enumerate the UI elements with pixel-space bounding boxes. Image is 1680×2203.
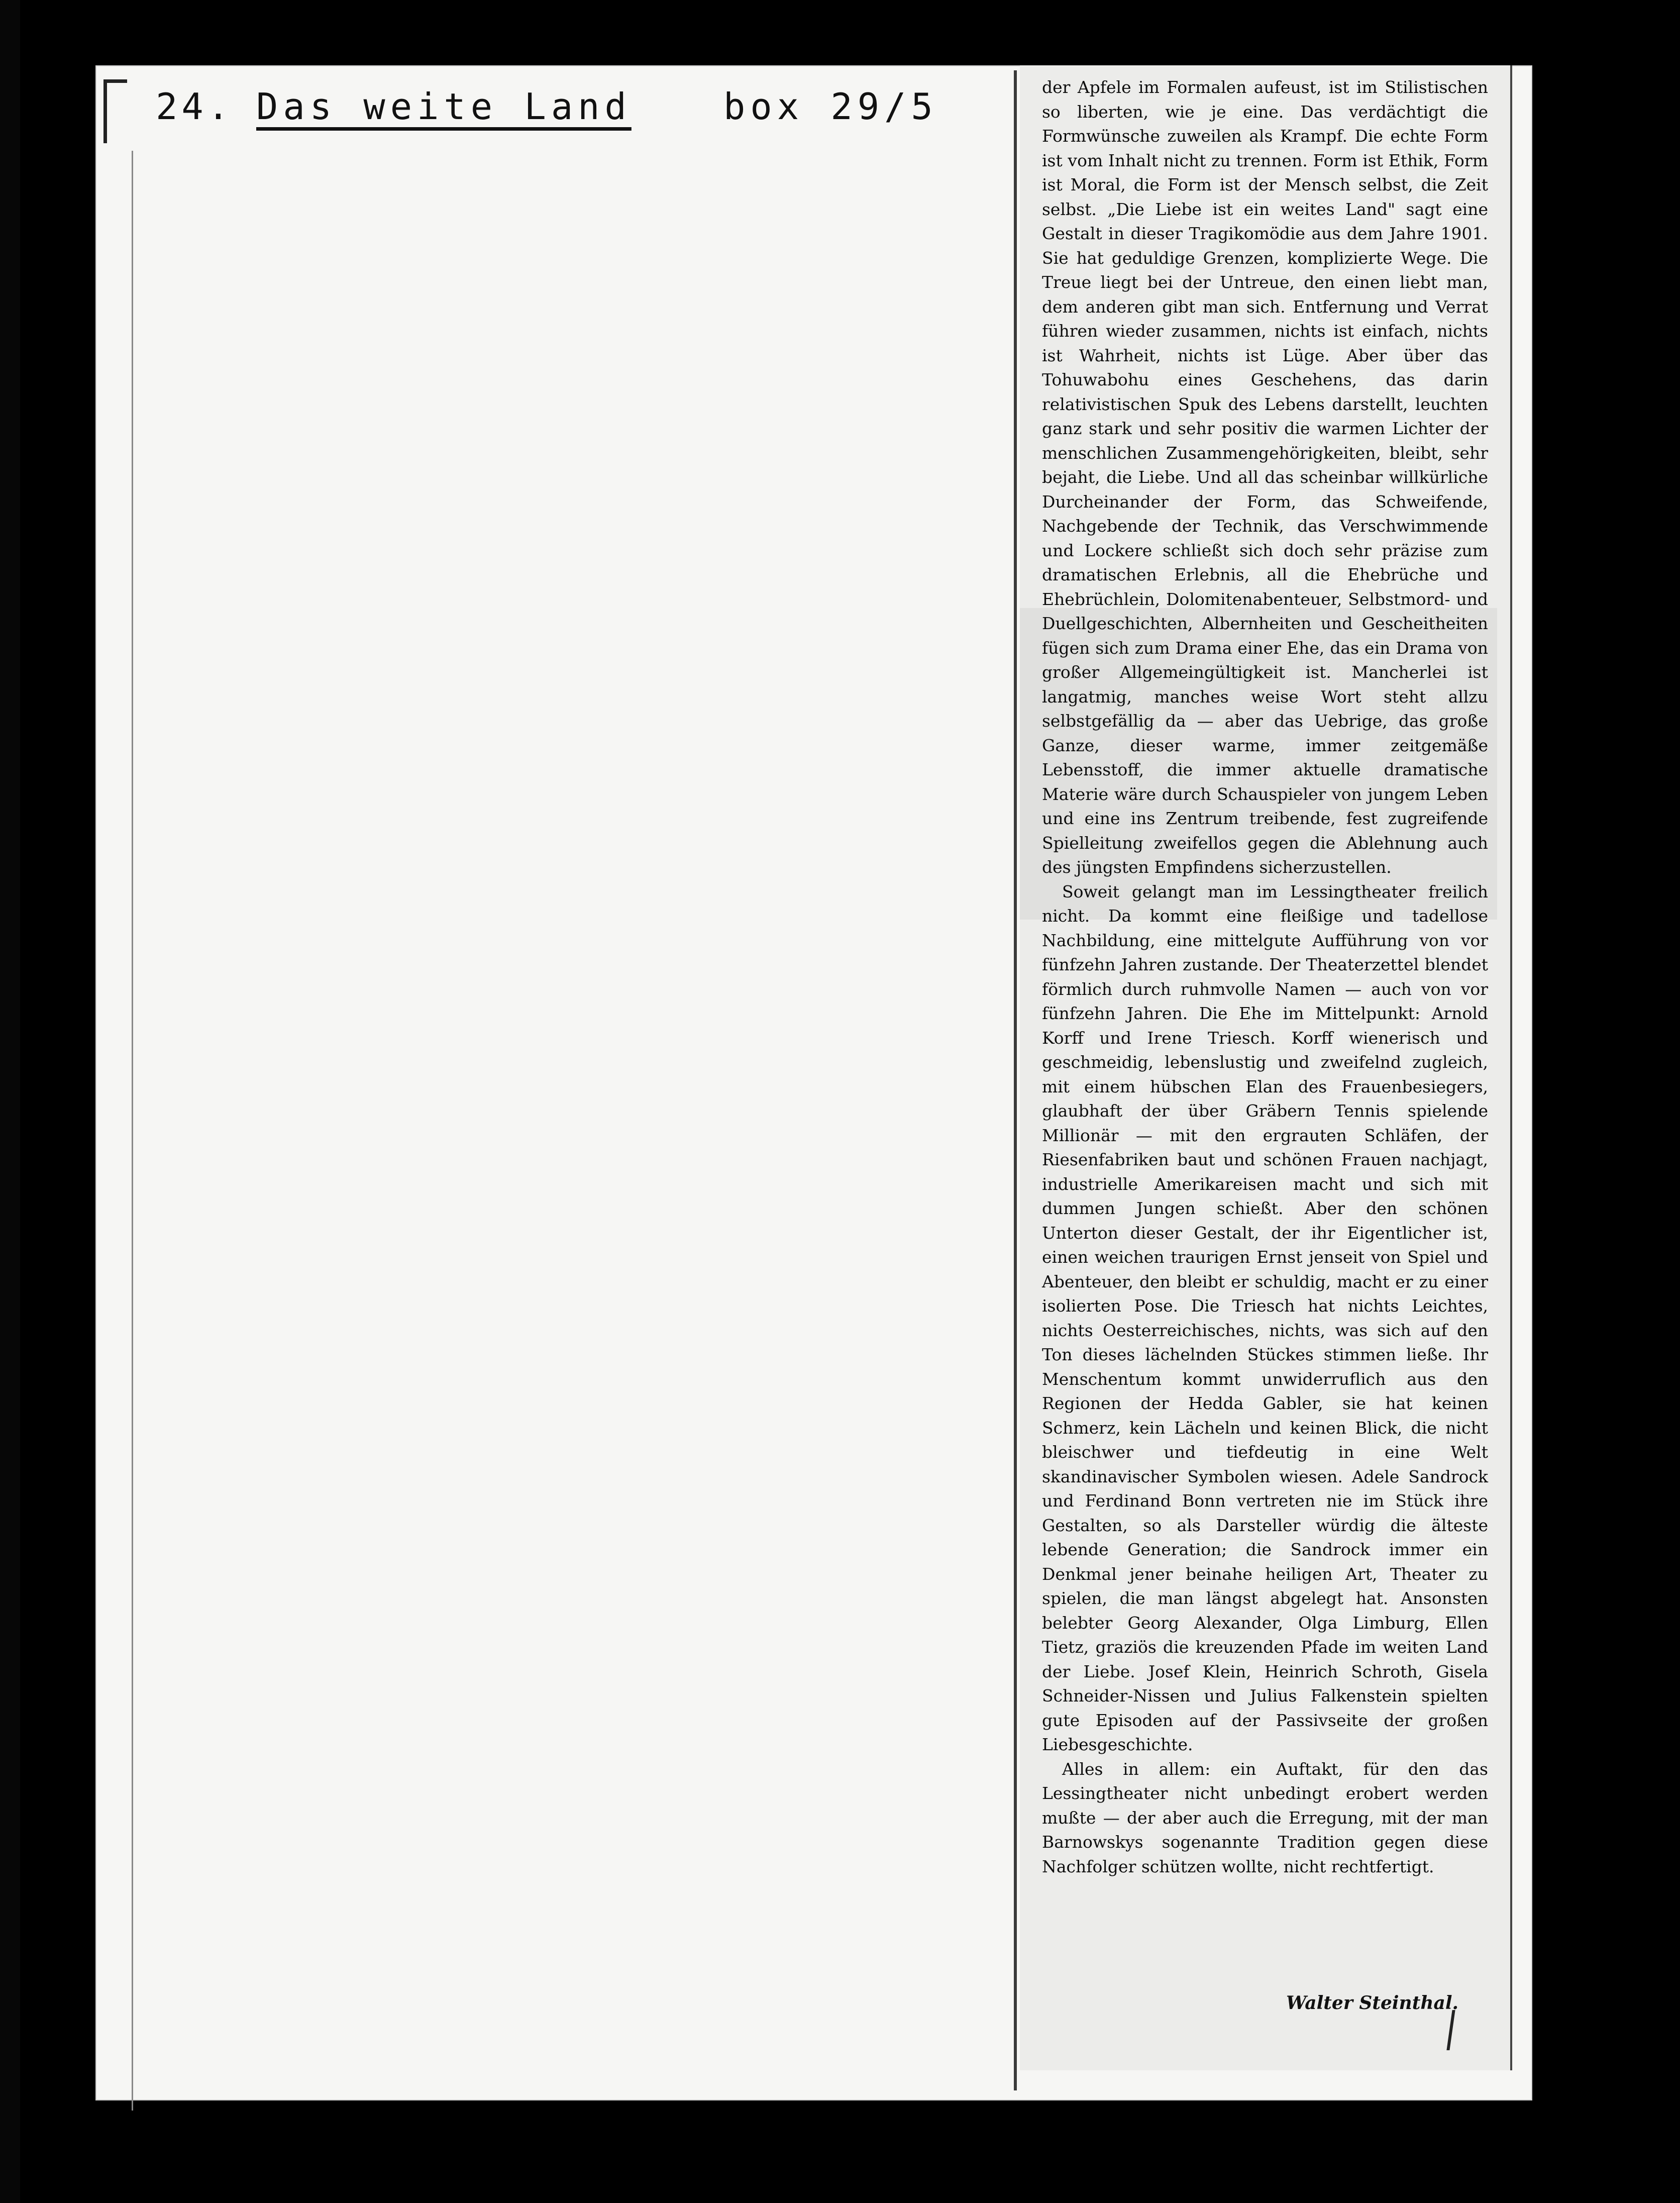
header-title: Das weite Land	[256, 85, 632, 128]
scan-left-border	[0, 0, 20, 2203]
article-paragraph-2: Soweit gelangt man im Lessingtheater freilich nicht. Da kommt eine fleißige und tadellose Nachbildung, eine mittelgute Aufführung von vor fünfzehn Jahren zustande. Der Theaterzettel blendet förmlich durch ruhmvolle Namen — auch von vor fünfzehn Jahren. Die Ehe im Mittelpunkt: Arnold Korff und Irene Triesch. Korff wienerisch und geschmeidig, lebenslustig und zweifelnd zugleich, mit einem hübschen Elan des Frauenbesiegers, glaubhaft der über Gräbern Tennis spielende Millionär — mit den ergrauten Schläfen, der Riesenfabriken baut und schönen Frauen nachjagt, industrielle Amerikareisen macht und sich mit dummen Jungen schießt. Aber den schönen Unterton dieser Gestalt, der ihr Eigentlicher ist, einen weichen traurigen Ernst jenseit von Spiel und Abenteuer, den bleibt er schuldig, macht er zu einer isolierten Pose. Die Triesch hat nichts Leichtes, nichts Oesterreichisches, nichts, was sich auf den Ton dieses lächelnden Stückes stimmen ließe. Ihr Menschentum kommt unwiderruflich aus den Regionen der Hedda Gabler, sie hat keinen Schmerz, kein Lächeln und keinen Blick, die nicht bleischwer und tiefdeutig in eine Welt skandinavischer Symbolen wiesen. Adele Sandrock und Ferdinand Bonn vertreten nie im Stück ihre Gestalten, so als Darsteller würdig die älteste lebende Generation; die Sandrock immer ein Denkmal jener beinahe heiligen Art, Theater zu spielen, die man längst abgelegt hat. Ansonsten belebter Georg Alexander, Olga Limburg, Ellen Tietz, graziös die kreuzenden Pfade im weiten Land der Liebe. Josef Klein, Heinrich Schroth, Gisela Schneider-Nissen und Julius Falkenstein spielten gute Episoden auf der Passivseite der großen Liebesgeschichte.	[1042, 881, 1488, 1754]
article-text	[1042, 75, 1488, 1879]
newspaper-clipping	[1020, 65, 1512, 2070]
article-paragraph-3: Alles in allem: ein Auftakt, für den das Lessingtheater nicht unbedingt erobert werden mußte — der aber auch die Erregung, mit der man Barnowskys sogenannte Tradition gegen diese Nachfolger schützen wollte, nicht rechtfertigt.	[1042, 1759, 1488, 1876]
scan-right-border	[1532, 65, 1680, 2203]
article-paragraph-1: der Apfele im Formalen aufeust, ist im Stilistischen so liberten, wie je eine. Das verdächtigt die Formwünsche zuweilen als Krampf. Die echte Form ist vom Inhalt nicht zu trennen. Form ist Ethik, Form ist Moral, die Form ist der Mensch selbst, die Zeit selbst. „Die Liebe ist ein weites Land" sagt eine Gestalt in dieser Tragikomödie aus dem Jahre 1901. Sie hat geduldige Grenzen, komplizierte Wege. Die Treue liegt bei der Untreue, den einen liebt man, dem anderen gibt man sich. Entfernung und Verrat führen wieder zusammen, nichts ist einfach, nichts ist Wahrheit, nichts ist Lüge. Aber über das Tohuwabohu eines Geschehens, das darin relativistischen Spuk des Lebens darstellt, leuchten ganz stark und sehr positiv die warmen Lichter der menschlichen Zusammengehörigkeiten, bleibt, sehr bejaht, die Liebe. Und all das scheinbar willkürliche Durcheinander der Form, das Schweifende, Nachgebende der Technik, das Verschwimmende und Lockere schließt sich doch sehr präzise zum dramatischen Erlebnis, all die Ehebrüche und Ehebrüchlein, Dolomitenabenteuer, Selbstmord- und Duellgeschichten, Albernheiten und Gescheitheiten fügen sich zum Drama einer Ehe, das ein Drama von großer Allgemeingültigkeit ist. Mancherlei ist langatmig, manches weise Wort steht allzu selbstgefällig da — aber das Uebrige, das große Ganze, dieser warme, immer zeitgemäße Lebensstoff, die immer aktuelle dramatische Materie wäre durch Schauspieler von jungem Leben und eine ins Zentrum treibende, fest zugreifende Spielleitung zweifellos gegen die Ablehnung auch des jüngsten Empfindens sicherzustellen.	[1042, 77, 1488, 877]
header-number: 24.	[156, 85, 234, 128]
corner-bracket-mark	[103, 79, 127, 143]
header-box-label: box 29/5	[723, 85, 938, 128]
clipping-shadow	[1020, 608, 1497, 920]
article-signature: Walter Steinthal.	[1286, 1992, 1459, 2014]
clipping-fold-edge	[1014, 70, 1017, 2090]
sheet-margin-line	[132, 151, 133, 2111]
